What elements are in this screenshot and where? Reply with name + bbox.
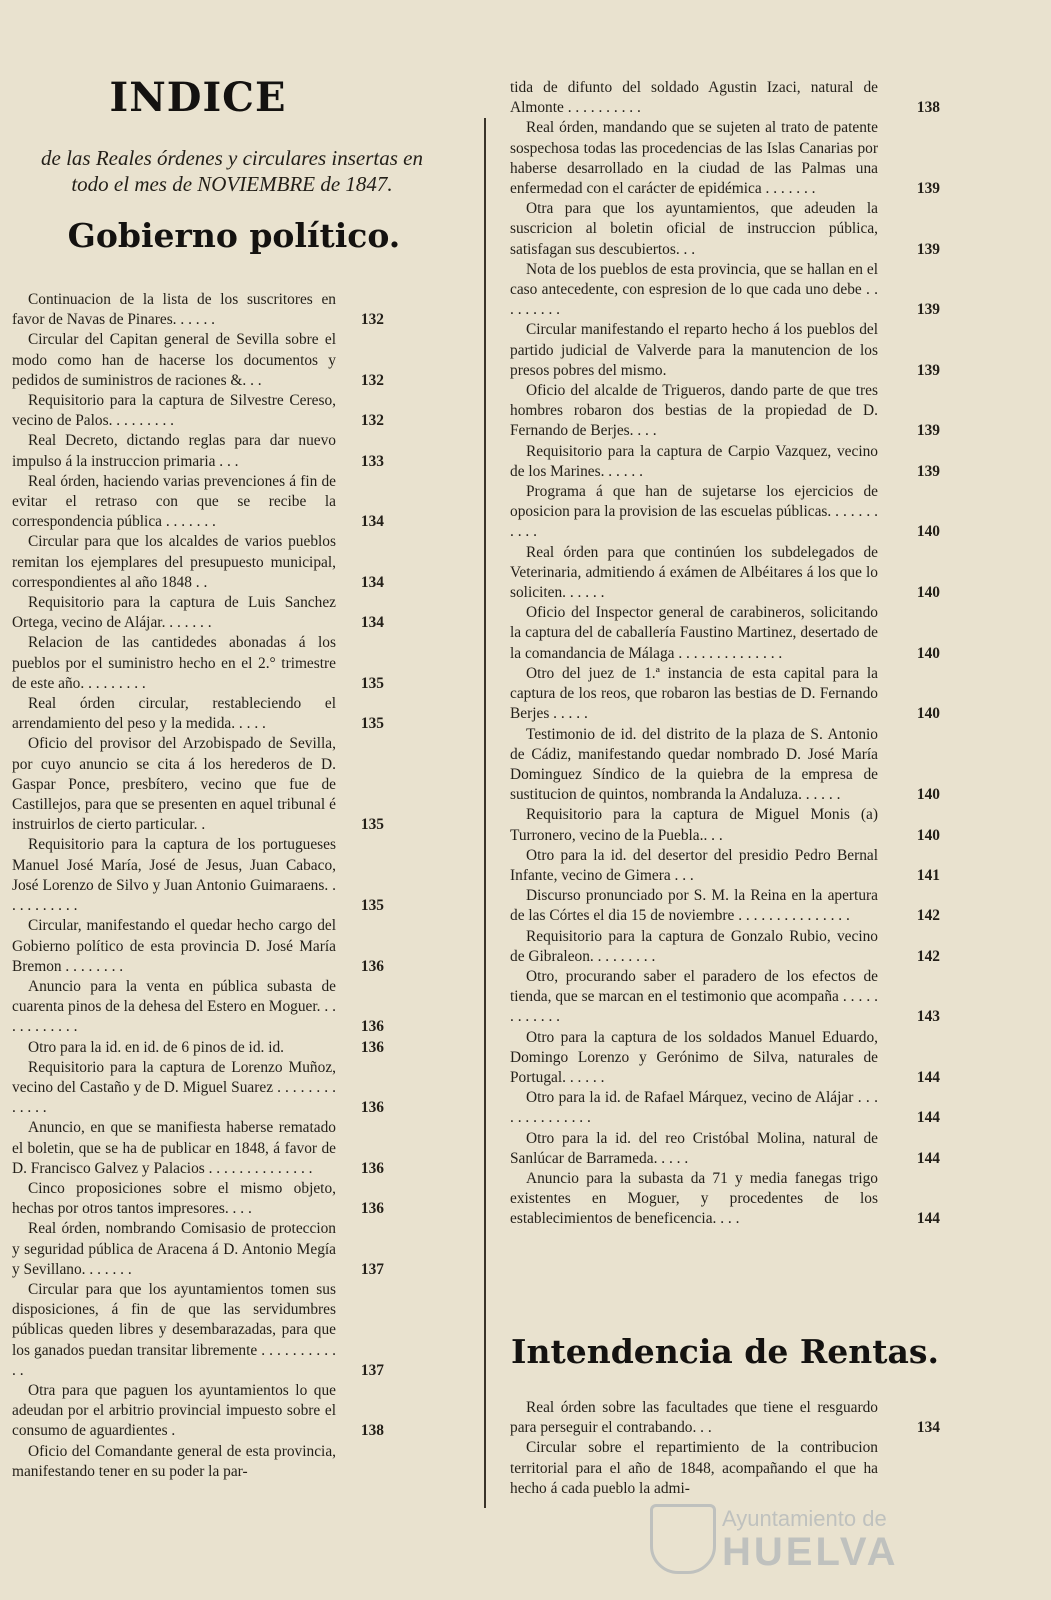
index-entry	[12, 1381, 384, 1442]
entry-text: Cinco proposiciones sobre el mismo objeto, hechas por otros tantos impresores. . . .	[12, 1179, 336, 1218]
index-entry	[12, 1058, 384, 1119]
entries-left	[12, 290, 384, 1482]
index-entry	[510, 118, 940, 199]
entry-text: Requisitorio para la captura de Miguel Monis (a) Turronero, vecino de la Puebla.. . .	[510, 806, 878, 844]
entry-page-number: 140	[916, 523, 940, 541]
entry-page-number: 136	[360, 1038, 384, 1056]
entry-text: Discurso pronunciado por S. M. la Reina en la apertura de las Córtes el dia 15 de noviembre . . . . . . . . . . . . . . .	[510, 887, 878, 925]
section-title-gobierno: Gobierno político.	[67, 216, 401, 255]
index-entry	[510, 1398, 940, 1438]
entry-page-number: 134	[360, 573, 384, 591]
entry-page-number: 144	[916, 1068, 940, 1086]
entry-text: Requisitorio para la captura de Luis Sanchez Ortega, vecino de Alájar. . . . . . .	[12, 594, 336, 632]
entry-page-number: 137	[360, 1361, 384, 1379]
entry-page-number: 136	[360, 1018, 384, 1036]
index-entry	[12, 734, 384, 835]
entry-text: Requisitorio para la captura de Carpio Vazquez, vecino de los Marines. . . . . .	[510, 442, 878, 480]
section-title-rentas: Intendencia de Rentas.	[511, 1332, 939, 1371]
entry-page-number: 140	[916, 584, 940, 602]
index-entry	[510, 967, 940, 1028]
entry-page-number: 144	[916, 1109, 940, 1127]
entry-page-number: 142	[916, 947, 940, 965]
entry-text: Anuncio para la venta en pública subasta de cuarenta pinos de la dehesa del Estero en Moguer. . . . . . . . . . . .	[12, 977, 336, 1036]
index-entry	[510, 442, 940, 482]
index-entry	[12, 916, 384, 977]
entry-page-number: 138	[916, 99, 940, 117]
index-entry	[510, 543, 940, 604]
index-entry	[510, 603, 940, 664]
entry-text: Programa á que han de sujetarse los ejercicios de oposicion para la provision de las escuelas públicas. . . . . . . . . . .	[510, 483, 878, 541]
index-entry	[510, 725, 940, 806]
entry-text: Testimonio de id. del distrito de la plaza de S. Antonio de Cádiz, manifestando quedar nombrado D. José María Dominguez Síndico de la quiebra de la empresa de sustitucion de quintos, nombranda la Andaluza. . . . . .	[510, 725, 878, 804]
entry-text: Oficio del Comandante general de esta provincia, manifestando tener en su poder la par-	[12, 1442, 336, 1480]
entry-text: Relacion de las cantidedes abonadas á los pueblos por el suministro hecho en el 2.° trimestre de este año. . . . . . . . .	[12, 634, 336, 692]
index-entry	[12, 977, 384, 1038]
entry-text: Otro para la id. del desertor del presidio Pedro Bernal Infante, vecino de Gimera . . .	[510, 846, 878, 884]
entry-text: Real órden circular, restableciendo el arrendamiento del peso y la medida. . . . .	[12, 695, 336, 733]
entry-text: Oficio del provisor del Arzobispado de Sevilla, por cuyo anuncio se cita á los herederos de D. Gaspar Ponce, presbítero, vecino que fue de Castillejos, para que se presenten en aquel tribunal é instruirlos de cierto particular. .	[12, 735, 336, 834]
entry-text: Circular, manifestando el quedar hecho cargo del Gobierno político de esta provincia D. José María Bremon . . . . . . . .	[12, 917, 336, 975]
index-entry	[12, 290, 384, 330]
entry-page-number: 134	[360, 614, 384, 632]
index-entry	[12, 1118, 384, 1179]
subtitle-line-2: todo el mes de NOVIEMBRE de 1847.	[71, 172, 393, 196]
index-entry	[510, 1129, 940, 1169]
index-entry	[510, 846, 940, 886]
index-entry	[510, 482, 940, 543]
entry-page-number: 135	[360, 715, 384, 733]
entry-text: Requisitorio para la captura de Lorenzo Muñoz, vecino del Castaño y de D. Miguel Suarez . . . . . . . . . . . . .	[12, 1058, 336, 1117]
entry-text: Circular del Capitan general de Sevilla sobre el modo como han de hacerse los documentos y pedidos de suministros de raciones &. . .	[12, 331, 336, 389]
entry-page-number: 141	[916, 866, 940, 884]
entry-text: Real órden sobre las facultades que tiene el resguardo para perseguir el contrabando. . .	[510, 1399, 878, 1437]
entry-page-number: 138	[360, 1422, 384, 1440]
entry-page-number: 136	[360, 1200, 384, 1218]
entry-text: Nota de los pueblos de esta provincia, que se hallan en el caso antecedente, con espresion de lo que cada uno debe . . . . . . . . .	[510, 260, 878, 319]
entry-page-number: 137	[360, 1260, 384, 1278]
entry-text: Otro para la id. de Rafael Márquez, vecino de Alájar . . . . . . . . . . . . . .	[510, 1089, 878, 1127]
entry-text: Anuncio, en que se manifiesta haberse rematado el boletin, que se ha de publicar en 1848, á favor de D. Francisco Galvez y Palacios . . . . . . . . . . . . . .	[12, 1119, 336, 1177]
entry-page-number: 139	[916, 180, 940, 198]
entry-text: Oficio del Inspector general de carabineros, solicitando la captura del de caballería Faustino Martinez, desertado de la comandancia de Málaga . . . . . . . . . . . . . .	[510, 604, 878, 662]
index-entry	[12, 1179, 384, 1219]
index-entry	[12, 1219, 384, 1280]
subtitle-line-1: de las Reales órdenes y circulares insertas en	[41, 146, 423, 170]
column-divider	[484, 118, 486, 1508]
index-entry	[12, 835, 384, 916]
entry-page-number: 132	[360, 311, 384, 329]
index-entry	[510, 927, 940, 967]
index-entry	[510, 381, 940, 442]
index-entry	[12, 532, 384, 593]
watermark-line-1: Ayuntamiento de	[722, 1506, 887, 1531]
page-title: INDICE	[109, 74, 287, 121]
entry-page-number: 132	[360, 371, 384, 389]
entry-text: tida de difunto del soldado Agustin Izaci, natural de Almonte . . . . . . . . . .	[510, 79, 878, 117]
entry-text: Anuncio para la subasta da 71 y media fanegas trigo existentes en Moguer, y procedentes de los establecimientos de beneficencia. . . .	[510, 1169, 878, 1228]
entry-page-number: 142	[916, 907, 940, 925]
entry-text: Real órden, nombrando Comisasio de proteccion y seguridad pública de Aracena á D. Antonio Megía y Sevillano. . . . . . .	[12, 1220, 336, 1278]
entry-text: Circular sobre el repartimiento de la contribucion territorial para el año de 1848, acompañando el que ha hecho á cada pueblo la admi-	[510, 1439, 878, 1497]
index-entry	[510, 1088, 940, 1128]
entry-text: Otro, procurando saber el paradero de los efectos de tienda, que se marcan en el testimonio que acompaña . . . . . . . . . . . .	[510, 967, 878, 1026]
index-entry	[510, 1028, 940, 1089]
entry-text: Continuacion de la lista de los suscritores en favor de Navas de Pinares. . . . . .	[12, 291, 336, 329]
index-entry	[510, 1438, 926, 1499]
index-entry	[510, 199, 940, 260]
entry-text: Circular para que los ayuntamientos tomen sus disposiciones, á fin de que las servidumbres públicas queden libres y desembarazadas, para que los ganados puedan transitar libremente . . . . . . . . . . . .	[12, 1280, 336, 1379]
entry-text: Otra para que los ayuntamientos, que adeuden la suscricion al boletin oficial de instruccion pública, satisfagan sus descubiertos. . .	[510, 200, 878, 258]
entry-text: Real órden para que continúen los subdelegados de Veterinaria, admitiendo á exámen de Albéitares á los que lo soliciten. . . . . .	[510, 543, 878, 602]
entry-page-number: 133	[360, 452, 384, 470]
entry-page-number: 143	[916, 1008, 940, 1026]
index-entry	[510, 886, 940, 926]
entry-page-number: 140	[916, 826, 940, 844]
entry-text: Real Decreto, dictando reglas para dar nuevo impulso á la instruccion primaria . . .	[12, 432, 336, 470]
entry-text: Otro para la id. en id. de 6 pinos de id. id.	[28, 1038, 285, 1056]
index-entry	[510, 78, 940, 118]
entry-text: Oficio del alcalde de Trigueros, dando parte de que tres hombres robaron dos bestias de la propiedad de D. Fernando de Berjes. . . .	[510, 382, 878, 440]
entries-rentas	[510, 1398, 940, 1499]
watermark	[650, 1502, 950, 1574]
entry-page-number: 135	[360, 897, 384, 915]
index-entry	[12, 633, 384, 694]
watermark-line-2: HUELVA	[722, 1530, 899, 1574]
entry-page-number: 139	[916, 462, 940, 480]
entry-text: Requisitorio para la captura de Silvestre Cereso, vecino de Palos. . . . . . . . .	[12, 392, 336, 430]
entry-text: Otro para la captura de los soldados Manuel Eduardo, Domingo Lorenzo y Gerónimo de Silva, naturales de Portugal. . . . . .	[510, 1028, 878, 1086]
index-entry	[12, 330, 384, 391]
index-entry	[12, 391, 384, 431]
shield-icon	[650, 1504, 716, 1574]
index-entry	[510, 320, 940, 381]
entry-text: Otro del juez de 1.ª instancia de esta capital para la captura de los reos, que robaron las bestias de D. Fernando Berjes . . . . .	[510, 664, 878, 723]
entry-page-number: 139	[916, 361, 940, 379]
entry-page-number: 136	[360, 1159, 384, 1177]
entry-page-number: 144	[916, 1210, 940, 1228]
index-entry	[12, 1280, 384, 1381]
entry-page-number: 144	[916, 1149, 940, 1167]
index-entry	[510, 260, 940, 321]
entry-page-number: 136	[360, 957, 384, 975]
entry-page-number: 139	[916, 240, 940, 258]
entry-text: Circular manifestando el reparto hecho á los pueblos del partido judicial de Valverde para la manutencion de los presos pobres del mismo.	[510, 321, 878, 379]
entry-page-number: 140	[916, 786, 940, 804]
entry-text: Otro para la id. del reo Cristóbal Molina, natural de Sanlúcar de Barrameda. . . . .	[510, 1129, 878, 1167]
entry-text: Requisitorio para la captura de los portugueses Manuel José María, José de Jesus, Juan Cabaco, José Lorenzo de Silvo y Juan Antonio Guimaraens. . . . . . . . . . .	[12, 836, 336, 915]
entry-text: Requisitorio para la captura de Gonzalo Rubio, vecino de Gibraleon. . . . . . . . .	[510, 927, 878, 965]
index-entry	[12, 1442, 384, 1482]
entry-page-number: 140	[916, 644, 940, 662]
entry-page-number: 139	[916, 301, 940, 319]
entry-text: Real órden, haciendo varias prevenciones á fin de evitar el retraso con que se recibe la correspondencia pública . . . . . . .	[12, 472, 336, 531]
index-entry	[510, 805, 940, 845]
entry-text: Circular para que los alcaldes de varios pueblos remitan los ejemplares del presupuesto municipal, correspondientes al año 1848 . .	[12, 533, 336, 591]
index-entry	[12, 431, 384, 471]
entries-right	[510, 78, 940, 1230]
index-entry	[510, 664, 940, 725]
entry-page-number: 134	[916, 1419, 940, 1437]
index-entry	[510, 1169, 940, 1230]
entry-page-number: 139	[916, 422, 940, 440]
entry-text: Real órden, mandando que se sujeten al trato de patente sospechosa todas las procedencias de las Islas Canarias por haberse desarrollado en la ciudad de las Palmas una enfermedad con el carácter de epidémica . . . . . . .	[510, 119, 878, 198]
entry-page-number: 132	[360, 412, 384, 430]
entry-page-number: 134	[360, 513, 384, 531]
index-entry	[12, 593, 384, 633]
index-entry	[12, 694, 384, 734]
entry-page-number: 140	[916, 705, 940, 723]
entry-page-number: 135	[360, 816, 384, 834]
index-entry	[12, 1038, 384, 1058]
entry-page-number: 135	[360, 674, 384, 692]
page-subtitle	[12, 145, 452, 197]
entry-text: Otra para que paguen los ayuntamientos lo que adeudan por el arbitrio provincial impuesto sobre el consumo de aguardientes .	[12, 1381, 336, 1440]
index-entry	[12, 472, 384, 533]
entry-page-number: 136	[360, 1099, 384, 1117]
